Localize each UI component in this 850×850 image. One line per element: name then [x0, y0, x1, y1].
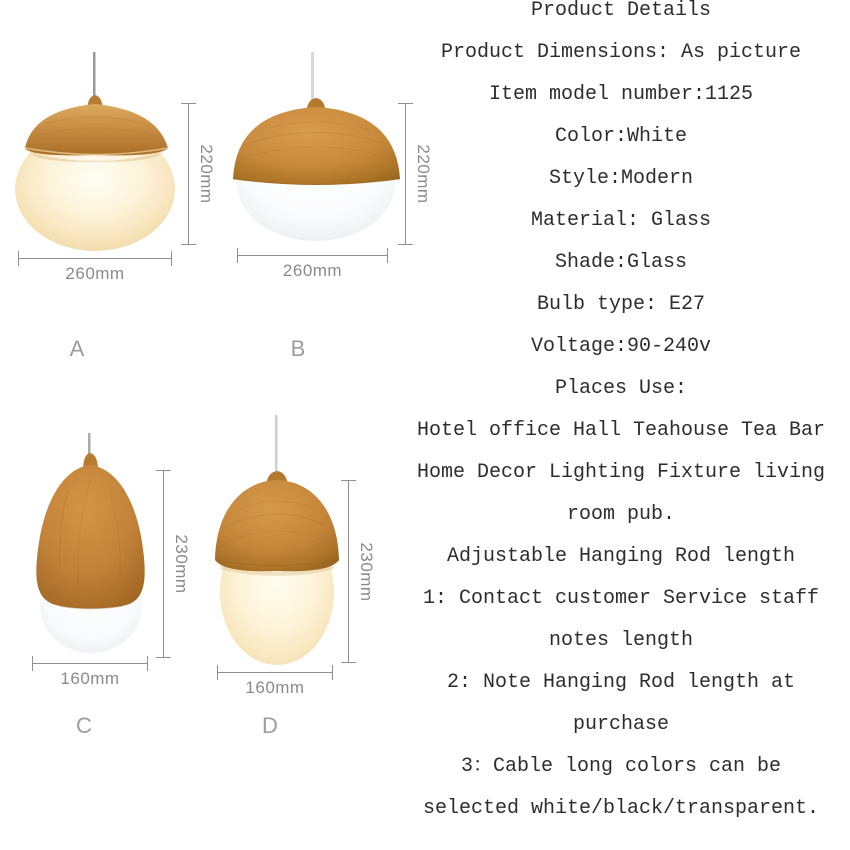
- detail-line: Shade:Glass: [554, 251, 688, 274]
- detail-line: Places Use:: [554, 377, 688, 400]
- detail-line: Home Decor Lighting Fixture living: [416, 461, 826, 484]
- lamp-d-width-label: 160mm: [245, 678, 305, 697]
- lamp-a-height-label: 220mm: [197, 144, 216, 204]
- lamp-a-width-label: 260mm: [65, 264, 125, 283]
- lamp-c-width-dimension: [32, 663, 148, 688]
- lamp-b-width-dimension: [237, 255, 388, 280]
- detail-line: notes length: [548, 629, 694, 652]
- detail-line: purchase: [572, 713, 669, 736]
- detail-line: 2: Note Hanging Rod length at: [446, 671, 796, 694]
- lamp-d-letter: D: [262, 713, 278, 738]
- lamp-d-image: [200, 415, 370, 675]
- lamp-a-width-dimension: [18, 258, 172, 283]
- detail-line: room pub.: [566, 503, 676, 526]
- lamp-b-width-label: 260mm: [282, 261, 343, 280]
- detail-line: Product Dimensions: As picture: [440, 41, 802, 64]
- lamp-b-image: [210, 40, 420, 260]
- lamp-a-cap: [25, 104, 168, 155]
- detail-line: Adjustable Hanging Rod length: [446, 545, 796, 568]
- lamp-d-height-dimension: [348, 480, 376, 663]
- detail-line: Hotel office Hall Teahouse Tea Bar: [416, 419, 826, 442]
- details-title: Product Details: [530, 0, 712, 22]
- lamp-d-height-label: 230mm: [357, 541, 376, 602]
- detail-line: Item model number:1125: [488, 83, 754, 106]
- detail-line: Style:Modern: [548, 167, 694, 190]
- lamp-a-letter: A: [69, 336, 85, 361]
- detail-line: Color:White: [554, 125, 688, 148]
- lamp-a-height-dimension: [188, 103, 216, 245]
- lamp-b-cap: [233, 107, 400, 185]
- lamp-b-letter: B: [290, 336, 306, 361]
- lamp-d-width-dimension: [217, 672, 333, 697]
- product-details-panel: [392, 0, 850, 830]
- detail-line: Material: Glass: [530, 209, 712, 232]
- lamp-b-height-label: 220mm: [414, 144, 433, 204]
- detail-line: 1: Contact customer Service staff: [422, 587, 820, 610]
- detail-line: Bulb type: E27: [536, 293, 706, 316]
- detail-line: selected white/black/transparent.: [422, 797, 820, 820]
- detail-line: 3：Cable long colors can be: [460, 755, 782, 778]
- lamp-c-height-label: 230mm: [172, 534, 191, 594]
- lamp-c-height-dimension: [163, 470, 191, 658]
- lamp-c-width-label: 160mm: [60, 669, 120, 688]
- lamp-c-letter: C: [76, 713, 92, 738]
- lamp-d-cap: [215, 480, 339, 571]
- lamp-c-shade: [36, 465, 144, 609]
- detail-line: Voltage:90-240v: [530, 335, 712, 358]
- lamp-a-image: [0, 40, 200, 260]
